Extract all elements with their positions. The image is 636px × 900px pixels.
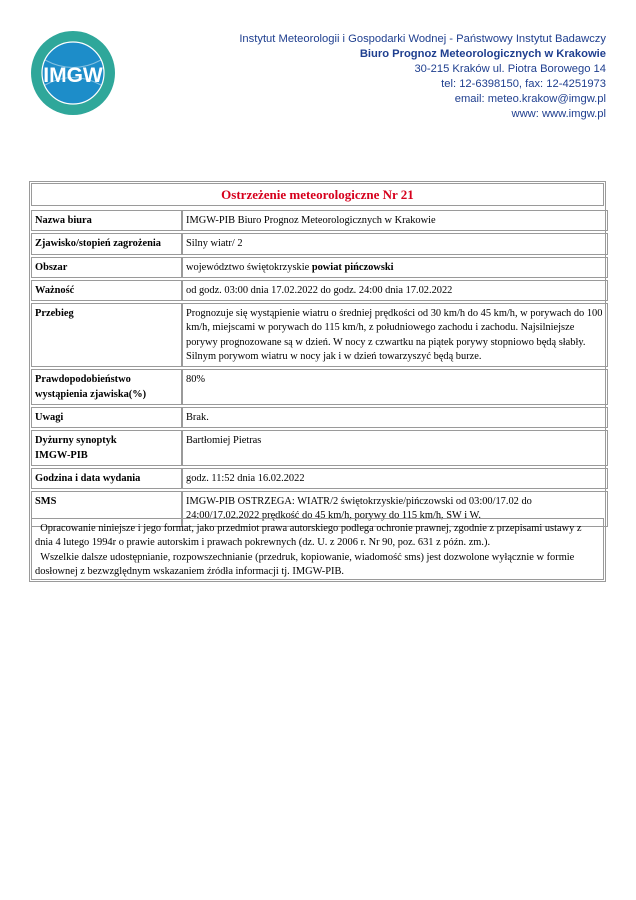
imgw-logo: [30, 30, 116, 116]
office-value: IMGW-PIB Biuro Prognoz Meteorologicznych w Krakowie: [182, 210, 608, 231]
probability-label: Prawdopodobieństwo wystąpienia zjawiska(%): [31, 369, 182, 405]
copyright-text-1: Opracowanie niniejsze i jego format, jako przedmiot prawa autorskiego podlega ochronie prawnej, zgodnie z przepisami ustawy z dnia 4 lutego 1994r o prawie autorskim i prawach pokrewnych (dz. U. z 2006 r. Nr 90, poz. 631 z późn. zm.).: [35, 523, 582, 549]
logo-text: IMGW: [43, 64, 103, 87]
office-name: Biuro Prognoz Meteorologicznych w Krakowie: [359, 48, 606, 60]
institute-name: Instytut Meteorologii i Gospodarki Wodnej - Państwowy Instytut Badawczy: [239, 33, 606, 45]
office-address: 30-215 Kraków ul. Piotra Borowego 14: [414, 63, 606, 75]
sms-label: SMS: [31, 491, 182, 527]
office-phone: tel: 12-6398150, fax: 12-4251973: [441, 78, 606, 90]
validity-label: Ważność: [31, 280, 182, 301]
course-value: Prognozuje się wystąpienie wiatru o średniej prędkości od 30 km/h do 45 km/h, w porywach do 100 km/h, miejscami w porywach do 115 km/h, z południowego zachodu i zachodu. Najsilniejsze porywy prognozowane są w dzień. W nocy z czwartku na piątek porywy stopniowo będą słabły. Silnym porywom wiatru w nocy jak i w dzień towarzyszyć będą burze.: [182, 303, 608, 367]
institute-header: [239, 32, 606, 122]
remarks-label: Uwagi: [31, 407, 182, 428]
warning-title: Ostrzeżenie meteorologiczne Nr 21: [31, 183, 604, 206]
office-email: email: meteo.krakow@imgw.pl: [454, 93, 606, 105]
row-course: [31, 303, 608, 367]
row-office: [31, 210, 608, 231]
row-phenomenon: [31, 233, 608, 254]
copyright-note: [31, 518, 604, 580]
area-label: Obszar: [31, 257, 182, 278]
area-value: [182, 257, 608, 278]
validity-value: od godz. 03:00 dnia 17.02.2022 do godz. 24:00 dnia 17.02.2022: [182, 280, 608, 301]
office-www: www: www.imgw.pl: [511, 108, 606, 120]
forecaster-value: Bartłomiej Pietras: [182, 430, 608, 466]
probability-value: 80%: [182, 369, 608, 405]
copyright-paragraph-1: [35, 522, 600, 551]
issued-value: godz. 11:52 dnia 16.02.2022: [182, 468, 608, 489]
remarks-value: Brak.: [182, 407, 608, 428]
row-probability: [31, 369, 608, 405]
copyright-paragraph-2: [35, 551, 600, 580]
phenomenon-value: Silny wiatr/ 2: [182, 233, 608, 254]
office-label: Nazwa biura: [31, 210, 182, 231]
phenomenon-label: Zjawisko/stopień zagrożenia: [31, 233, 182, 254]
row-area: [31, 257, 608, 278]
forecaster-label-line2: IMGW-PIB: [35, 449, 88, 461]
row-forecaster: [31, 430, 608, 466]
copyright-text-2: Wszelkie dalsze udostępnianie, rozpowszechnianie (przedruk, kopiowanie, wiadomość sms) jest dozwolone wyłącznie w formie dosłownej z bezwzględnym wskazaniem źródła informacji tj. IMGW-PIB.: [35, 551, 575, 577]
forecaster-label: [31, 430, 182, 466]
issued-label: Godzina i data wydania: [31, 468, 182, 489]
row-issued: [31, 468, 608, 489]
course-label: Przebieg: [31, 303, 182, 367]
row-remarks: [31, 407, 608, 428]
area-county: powiat pińczowski: [311, 261, 394, 273]
sms-value: IMGW-PIB OSTRZEGA: WIATR/2 świętokrzyskie/pińczowski od 03:00/17.02 do 24:00/17.02.2022 prędkość do 45 km/h, porywy do 115 km/h, SW i W.: [182, 491, 608, 527]
warning-table: [31, 208, 608, 529]
row-validity: [31, 280, 608, 301]
area-region: województwo świętokrzyskie: [186, 261, 312, 273]
forecaster-label-line1: Dyżurny synoptyk: [35, 435, 117, 447]
